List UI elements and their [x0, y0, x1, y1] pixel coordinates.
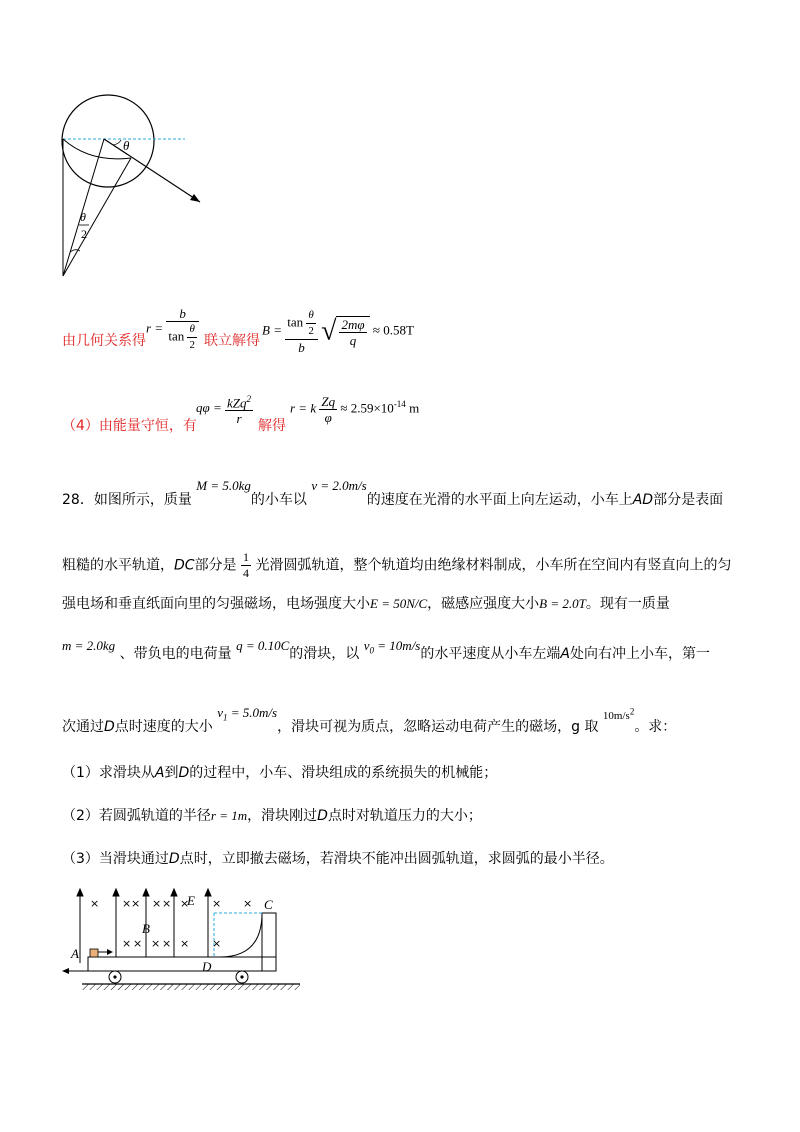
b-sqrt-den: q — [349, 332, 357, 348]
r-fraction-tan: tan — [168, 328, 185, 344]
label-E: E — [187, 893, 195, 908]
r-result: ≈ 2.59×10 — [340, 400, 394, 416]
g-exp: 2 — [629, 706, 635, 717]
label-A: A — [71, 946, 79, 961]
r-result-formula — [290, 394, 419, 425]
b-result: ≈ 0.58T — [372, 322, 414, 338]
r-num: Zq — [321, 394, 336, 409]
b-cross: × — [152, 897, 162, 910]
energy-den: r — [236, 411, 242, 427]
b-cross: × — [212, 897, 222, 910]
charge-q: q = 0.10C — [236, 638, 290, 653]
b-cross: × — [162, 937, 172, 950]
b-formula: B = tan $\frac{\theta}{2}$ b √ $\frac{2m\varphi}{q}$ ≈ 0.58T — [262, 309, 414, 355]
field-E: E = 50N/C — [370, 596, 428, 611]
q1-b: 到 — [164, 765, 179, 781]
b-fraction-den: b — [298, 340, 305, 355]
q2-point-D: D — [317, 808, 328, 824]
q2-b: ，滑块刚过 — [247, 808, 318, 824]
r-fraction — [166, 306, 199, 353]
q2-a: （2）若圆弧轨道的半径 — [62, 808, 211, 824]
geometry-relation-text: 由几何关系得 — [62, 333, 146, 349]
r-formula — [146, 306, 199, 353]
problem-number: 28．如图所示，质量 — [62, 492, 192, 508]
segment-AD: AD — [632, 492, 654, 508]
theta-label: θ — [123, 138, 130, 153]
r-fraction-num: b — [166, 306, 199, 322]
problem-line-2 — [62, 550, 731, 581]
q3-a: （3）当滑块通过 — [62, 851, 169, 867]
q3-point-D: D — [168, 851, 180, 867]
mass-M: M = 5.0kg — [196, 478, 251, 493]
velocity-v: v = 2.0m/s — [311, 478, 367, 493]
question-3 — [62, 848, 614, 868]
line3-a: 强电场和垂直纸面向里的匀强磁场，电场强度大小 — [62, 596, 370, 612]
joint-solve-text: 联立解得 — [204, 333, 260, 349]
line5-d: 。求： — [634, 719, 677, 735]
line3-b: ，磁感应强度大小 — [427, 596, 540, 612]
b-cross: × — [151, 937, 161, 950]
b-cross: × — [212, 937, 222, 950]
v0-sub: 0 — [369, 645, 375, 656]
q3-b: 点时，立即撤去磁场，若滑块不能冲出圆弧轨道，求圆弧的最小半径。 — [179, 851, 614, 867]
mass-m: m = 2.0kg — [62, 638, 116, 653]
g-value: 10m/s — [602, 710, 630, 722]
problem-line-3 — [62, 593, 670, 613]
line2-a: 粗糙的水平轨道， — [62, 557, 174, 574]
b-cross: × — [180, 897, 190, 910]
b-fraction-two: 2 — [308, 325, 314, 337]
b-cross: × — [162, 897, 172, 910]
line2-c: 光滑圆弧轨道，整个轨道均由绝缘材料制成，小车所在空间内有竖直向上的匀 — [255, 557, 732, 574]
line4-c: 的水平速度从小车左端 — [420, 646, 561, 662]
q1-a: （1）求滑块从 — [62, 765, 155, 781]
b-cross: × — [180, 937, 190, 950]
r-exp: -14 — [393, 399, 406, 410]
b-fraction — [285, 308, 318, 355]
b-cross: × — [122, 937, 132, 950]
b-eq: B = — [262, 322, 282, 338]
r-lhs: r = k — [290, 400, 317, 416]
b-cross: × — [122, 897, 132, 910]
point-D: D — [104, 719, 115, 735]
radius-r: r = 1m — [210, 808, 248, 823]
energy-formula: qφ = $\frac{kZq^2}{r}$ — [196, 394, 251, 427]
r-fraction-theta: θ — [187, 322, 197, 338]
problem-line-4 — [62, 638, 710, 664]
geometry-figure — [55, 88, 215, 288]
b-cross: × — [133, 937, 143, 950]
b-cross: × — [90, 897, 100, 910]
half-theta-denominator: 2 — [81, 227, 87, 241]
line4-d: 处向右冲上小车，第一 — [569, 646, 710, 662]
half-theta-numerator: θ — [80, 210, 86, 224]
line5-b: 点时速度的大小 — [114, 719, 213, 735]
line5-a: 次通过 — [62, 719, 104, 735]
v1-value: = 5.0m/s — [227, 705, 278, 720]
v0-value: = 10m/s — [374, 638, 421, 653]
r-eq: r = — [146, 320, 164, 336]
b-cross: × — [131, 897, 141, 910]
line4-a: 、带负电的电荷量 — [119, 646, 232, 662]
b-cross: × — [243, 897, 253, 910]
label-D: D — [202, 959, 212, 974]
question-2 — [62, 805, 482, 825]
energy-num: kZq — [226, 395, 247, 411]
line4-b: 的滑块，以 — [289, 646, 360, 662]
problem-line-5 — [62, 705, 677, 737]
field-B: B = 2.0T — [539, 596, 586, 611]
quarter-den: 4 — [243, 566, 250, 580]
q2-c: 点时对轨道压力的大小； — [327, 808, 482, 824]
b-fraction-tan: tan — [287, 314, 304, 330]
line5-c: ，滑块可视为质点，忽略运动电荷产生的磁场，g 取 — [277, 719, 599, 735]
q1-point-A: A — [154, 765, 165, 781]
r-den: φ — [324, 410, 332, 425]
text-3: 部分是表面 — [653, 492, 724, 508]
q1-point-D: D — [178, 765, 190, 781]
energy-lhs: qφ = — [196, 400, 222, 416]
part4-text: （4）由能量守恒，有 — [62, 418, 197, 434]
r-fraction-two: 2 — [189, 339, 195, 351]
text-2: 的速度在光滑的水平面上向左运动，小车上 — [366, 492, 633, 508]
question-1 — [62, 762, 497, 782]
segment-DC: DC — [174, 557, 195, 574]
b-sqrt-num: 2mφ — [341, 316, 365, 332]
cart-figure — [60, 885, 310, 1000]
text-1: 的小车以 — [250, 492, 307, 508]
r-unit: m — [409, 400, 420, 416]
v0-symbol: v — [363, 638, 370, 653]
point-A: A — [560, 646, 570, 662]
v1-sub: 1 — [223, 712, 228, 723]
b-fraction-theta: θ — [306, 308, 316, 324]
line2-b: 部分是 — [194, 557, 237, 574]
solve-text: 解得 — [258, 418, 286, 434]
v1-symbol: v — [217, 705, 224, 720]
q1-c: 的过程中，小车、滑块组成的系统损失的机械能； — [189, 765, 498, 781]
label-C: C — [264, 897, 273, 912]
quarter-num: 1 — [243, 550, 250, 564]
line3-c: 。现有一质量 — [585, 596, 670, 612]
label-B: B — [142, 921, 150, 936]
problem-line-1 — [62, 478, 724, 509]
